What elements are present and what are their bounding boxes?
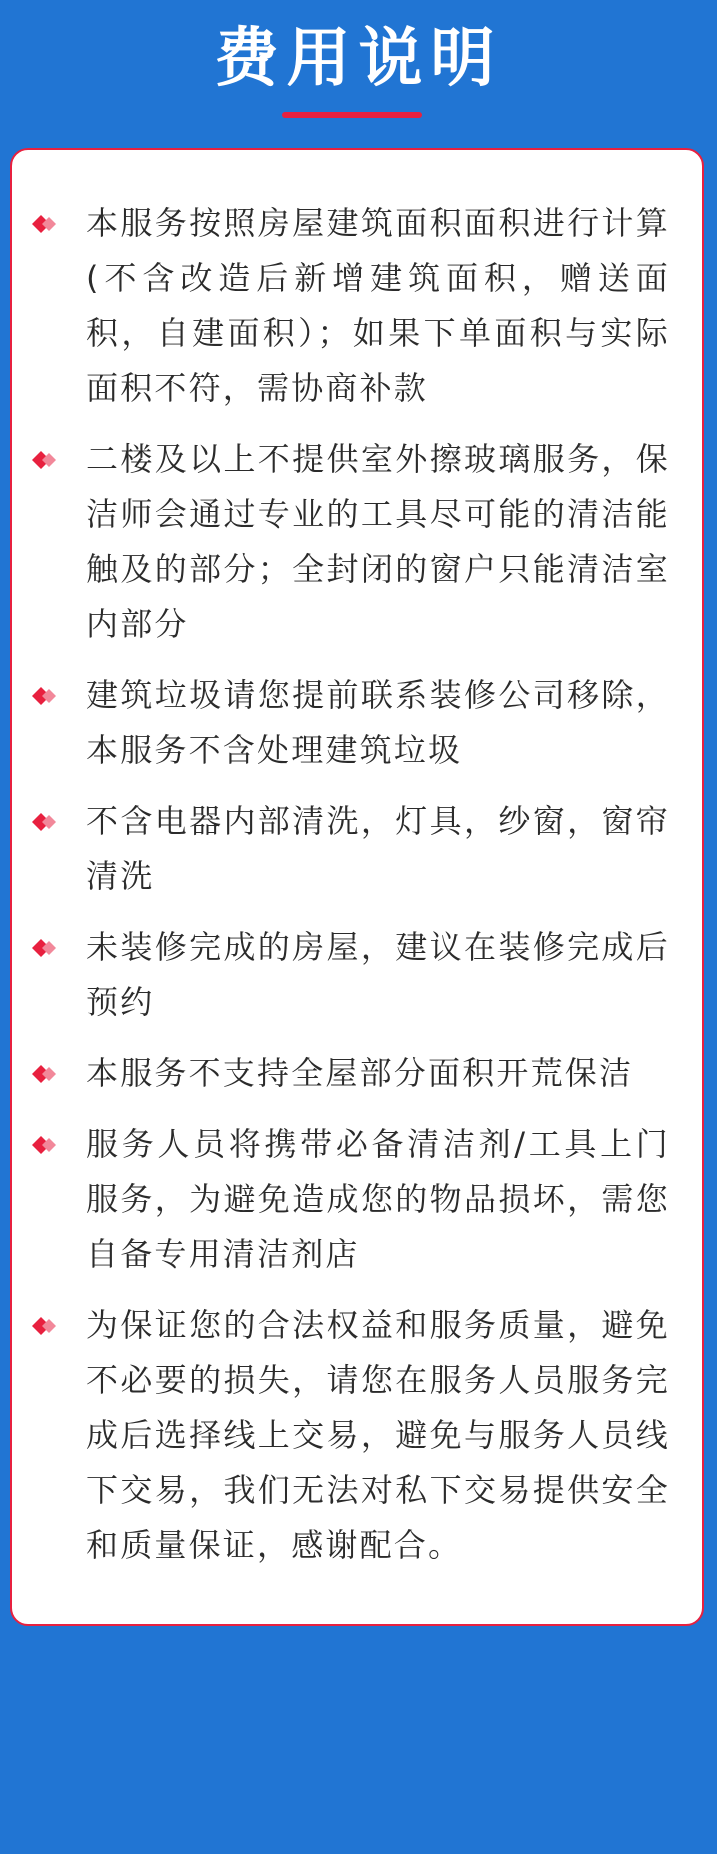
fee-rule-text: 本服务按照房屋建筑面积面积进行计算(不含改造后新增建筑面积，赠送面积，自建面积）；如果下单面积与实际面积不符，需协商补款 <box>86 204 670 407</box>
fee-rule-item <box>32 196 670 416</box>
fee-rule-item <box>32 1046 670 1101</box>
diamond-bullet-icon <box>32 1135 60 1155</box>
fee-notes-card <box>10 148 704 1626</box>
fee-rule-text: 服务人员将携带必备清洁剂/工具上门服务，为避免造成您的物品损坏，需您自备专用清洁剂店 <box>86 1125 670 1273</box>
diamond-bullet-icon <box>32 686 60 706</box>
fee-rule-item <box>32 794 670 904</box>
fee-rule-item <box>32 432 670 652</box>
diamond-bullet-icon <box>32 938 60 958</box>
fee-rule-text: 建筑垃圾请您提前联系装修公司移除，本服务不含处理建筑垃圾 <box>86 676 670 769</box>
fee-rule-text: 本服务不支持全屋部分面积开荒保洁 <box>86 1054 634 1092</box>
fee-rule-text: 为保证您的合法权益和服务质量，避免不必要的损失，请您在服务人员服务完成后选择线上交易，避免与服务人员线下交易，我们无法对私下交易提供安全和质量保证，感谢配合。 <box>86 1306 670 1564</box>
diamond-bullet-icon <box>32 1316 60 1336</box>
fee-rule-item <box>32 668 670 778</box>
page-title: 费用说明 <box>214 22 503 96</box>
title-underline <box>282 112 422 118</box>
fee-rule-item <box>32 920 670 1030</box>
fee-rule-text: 未装修完成的房屋，建议在装修完成后预约 <box>86 928 670 1021</box>
fee-rule-text: 不含电器内部清洗，灯具，纱窗，窗帘清洗 <box>86 802 670 895</box>
fee-rule-text: 二楼及以上不提供室外擦玻璃服务，保洁师会通过专业的工具尽可能的清洁能触及的部分；全封闭的窗户只能清洁室内部分 <box>86 440 670 643</box>
fee-rule-item <box>32 1298 670 1573</box>
diamond-bullet-icon <box>32 1064 60 1084</box>
diamond-bullet-icon <box>32 450 60 470</box>
diamond-bullet-icon <box>32 812 60 832</box>
diamond-bullet-icon <box>32 214 60 234</box>
fee-rule-item <box>32 1117 670 1282</box>
